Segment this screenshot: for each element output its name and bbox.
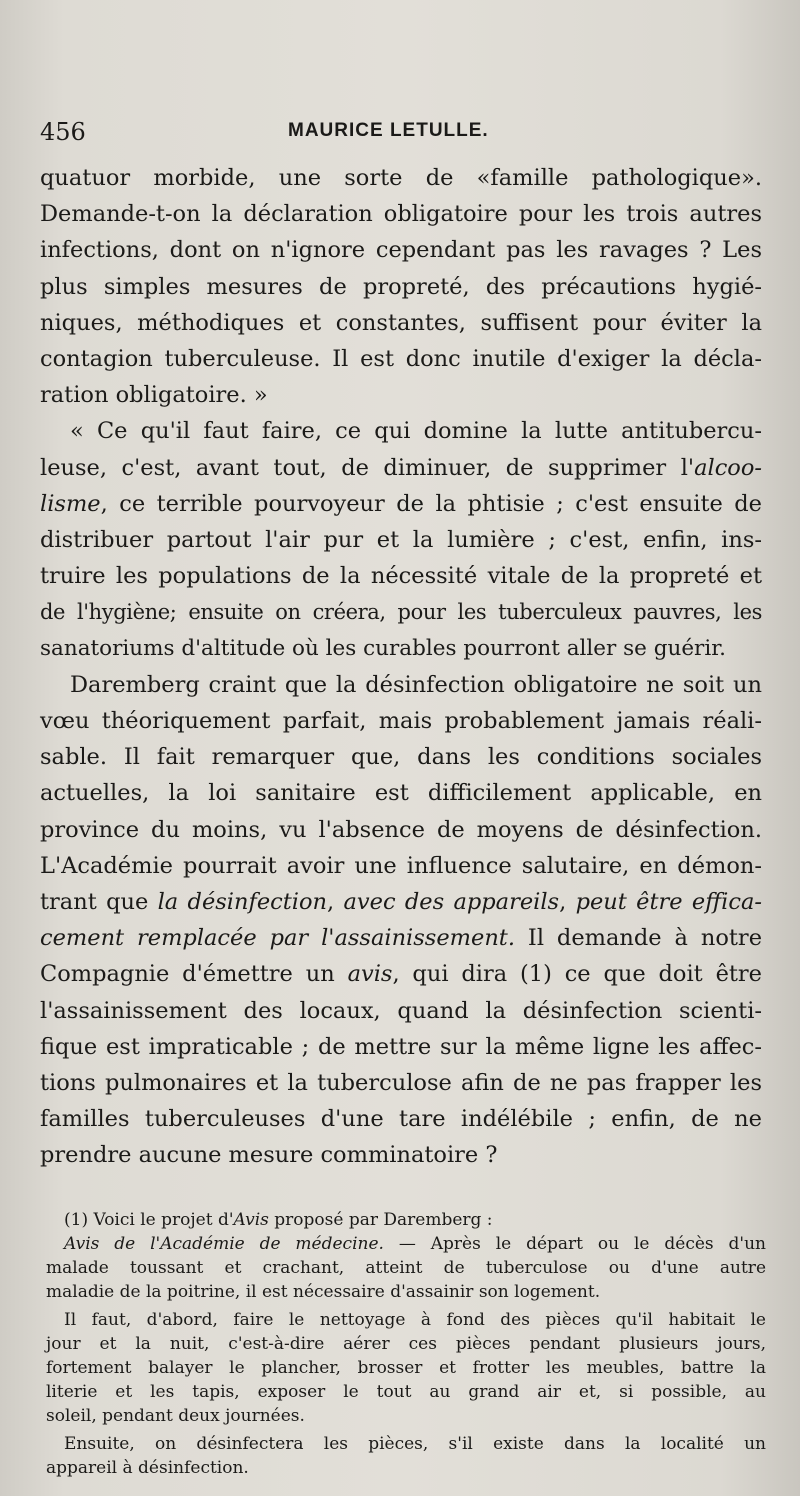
text-line: leuse, c'est, avant tout, de diminuer, de supprimer l'alcoo- (40, 454, 762, 481)
footnote-line: fortement balayer le plancher, brosser et frotter les meubles, battre la (46, 1358, 766, 1378)
text-line: trant que la désinfection, avec des appareils, peut être effica- (40, 889, 762, 916)
text-line: de l'hygiène; ensuite on créera, pour les tuberculeux pauvres, les (40, 600, 762, 625)
text-line: L'Académie pourrait avoir une influence salutaire, en démon- (40, 852, 762, 879)
text-line: « Ce qu'il faut faire, ce qui domine la lutte antitubercu- (70, 418, 762, 445)
footnote-line: literie et les tapis, exposer le tout au grand air et, si possible, au (46, 1382, 766, 1402)
text-line: province du moins, vu l'absence de moyens de désinfection. (40, 816, 762, 843)
footnote-line: malade toussant et crachant, atteint de tuberculose ou d'une autre (46, 1258, 766, 1278)
footnote-line: jour et la nuit, c'est-à-dire aérer ces pièces pendant plusieurs jours, (46, 1334, 766, 1354)
footnote-line: maladie de la poitrine, il est nécessaire d'assainir son logement. (46, 1282, 601, 1302)
footnote (46, 1208, 766, 1480)
text-line: fique est impraticable ; de mettre sur la même ligne les affec- (40, 1033, 762, 1060)
text-line: ration obligatoire. » (40, 382, 268, 409)
text-line: lisme, ce terrible pourvoyeur de la phtisie ; c'est ensuite de (40, 490, 762, 517)
text-line: actuelles, la loi sanitaire est difficilement applicable, en (40, 780, 762, 807)
text-line: vœu théoriquement parfait, mais probablement jamais réali- (40, 708, 762, 735)
page-header (40, 118, 760, 148)
footnote-line: Il faut, d'abord, faire le nettoyage à fond des pièces qu'il habitait le (64, 1310, 766, 1330)
text-line: Compagnie d'émettre un avis, qui dira (1) ce que doit être (40, 961, 762, 988)
text-line: quatuor morbide, une sorte de «famille pathologique». (40, 165, 762, 191)
text-line: infections, dont on n'ignore cependant pas les ravages ? Les (40, 237, 762, 264)
footnote-line: appareil à désinfection. (46, 1458, 249, 1478)
text-line: familles tuberculeuses d'une tare indélébile ; enfin, de ne (40, 1106, 762, 1133)
text-line: cement remplacée par l'assainissement. Il demande à notre (40, 925, 763, 952)
text-line: Daremberg craint que la désinfection obligatoire ne soit un (70, 671, 762, 698)
text-line: niques, méthodiques et constantes, suffisent pour éviter la (40, 309, 762, 336)
text-line: truire les populations de la nécessité vitale de la propreté et (40, 563, 762, 590)
running-head: MAURICE LETULLE. (288, 120, 489, 141)
text-line: plus simples mesures de propreté, des précautions hygié- (40, 273, 762, 300)
text-line: prendre aucune mesure comminatoire ? (40, 1142, 498, 1169)
footnote-line: Avis de l'Académie de médecine. — Après le départ ou le décès d'un (64, 1234, 766, 1254)
text-line: l'assainissement des locaux, quand la désinfection scienti- (40, 997, 762, 1024)
footnote-line: soleil, pendant deux journées. (46, 1406, 305, 1426)
text-line: tions pulmonaires et la tuberculose afin de ne pas frapper les (40, 1070, 762, 1097)
text-line: distribuer partout l'air pur et la lumière ; c'est, enfin, ins- (40, 527, 762, 554)
footnote-line: Ensuite, on désinfectera les pièces, s'il existe dans la localité un (64, 1434, 766, 1454)
main-text (40, 160, 762, 1174)
footnote-line: (1) Voici le projet d'Avis proposé par Daremberg : (64, 1210, 493, 1230)
page-number: 456 (40, 118, 86, 146)
text-line: sable. Il fait remarquer que, dans les conditions sociales (40, 744, 762, 771)
text-line: sanatoriums d'altitude où les curables pourront aller se guérir. (40, 635, 726, 661)
text-line: Demande-t-on la déclaration obligatoire pour les trois autres (40, 201, 762, 228)
text-line: contagion tuberculeuse. Il est donc inutile d'exiger la décla- (40, 346, 762, 373)
